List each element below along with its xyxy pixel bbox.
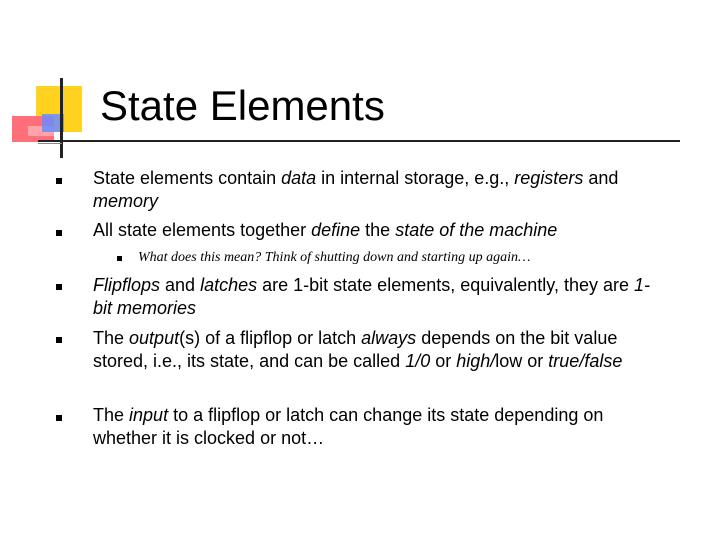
text-run: and xyxy=(160,275,201,295)
text-run: or xyxy=(430,351,457,371)
text-run-italic: define xyxy=(311,220,361,240)
title-underline xyxy=(38,140,680,142)
text-run-italic: true/false xyxy=(548,351,623,371)
text-run: depends on the bit value stored, i.e., its state, and can be called xyxy=(93,328,618,371)
text-run-italic: data xyxy=(281,168,317,188)
sub-bullet-marker xyxy=(117,256,122,261)
text-run: The xyxy=(93,405,130,425)
text-run-italic: latches xyxy=(200,275,258,295)
bullet-marker xyxy=(56,230,62,236)
text-run-italic: memory xyxy=(93,191,159,211)
bullet-text xyxy=(93,274,653,320)
bullet-text xyxy=(93,167,653,213)
text-run: in internal storage, e.g., xyxy=(316,168,515,188)
text-run: and xyxy=(583,168,619,188)
bullet-text xyxy=(93,327,653,373)
text-run: State elements contain xyxy=(93,168,282,188)
text-run-italic: high/ xyxy=(456,351,496,371)
bullet-text xyxy=(93,404,653,450)
text-run: the xyxy=(360,220,396,240)
slide-title: State Elements xyxy=(100,82,385,129)
text-run-italic: output xyxy=(129,328,180,348)
bullet-marker xyxy=(56,178,62,184)
text-run-italic: Flipflops xyxy=(93,275,161,295)
bullet-marker xyxy=(56,337,62,343)
text-run-italic: state of the machine xyxy=(395,220,558,240)
text-run: All state elements together xyxy=(93,220,312,240)
bullet-marker xyxy=(56,415,62,421)
text-run-italic: registers xyxy=(514,168,584,188)
text-run: The xyxy=(93,328,130,348)
text-run-italic: 1/0 xyxy=(405,351,431,371)
text-run: are 1-bit state elements, equivalently, they are xyxy=(257,275,634,295)
text-run-italic: input xyxy=(129,405,169,425)
decor-vertical-line xyxy=(60,78,63,158)
text-run: low or xyxy=(495,351,549,371)
bullet-marker xyxy=(56,284,62,290)
text-run-italic: always xyxy=(361,328,417,348)
sub-bullet-text: What does this mean? Think of shutting down and starting up again… xyxy=(138,250,531,265)
decor-short-line xyxy=(38,143,62,144)
text-run-italic: 1-bit memories xyxy=(93,275,651,318)
bullet-text xyxy=(93,219,653,242)
text-run: (s) of a flipflop or latch xyxy=(179,328,362,348)
text-run: to a flipflop or latch can change its state depending on whether it is clocked or not… xyxy=(93,405,604,448)
